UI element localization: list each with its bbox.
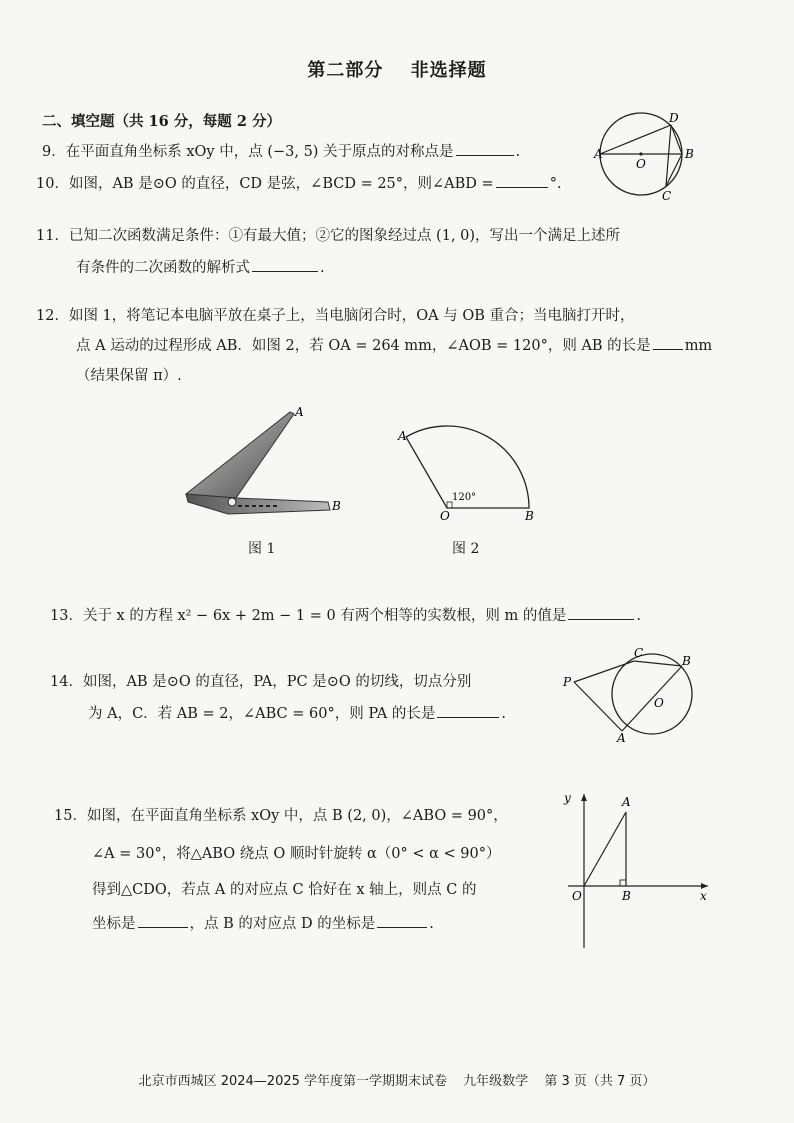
question-number: 10． [36, 176, 69, 192]
part-label: 第二部分 [307, 60, 384, 81]
label-o: O [636, 157, 646, 171]
angle-label: 120° [452, 492, 477, 503]
question-text: 坐标是 [92, 916, 136, 932]
question-text: （结果保留 π）. [76, 368, 182, 384]
part-name: 非选择题 [410, 60, 487, 81]
label-o: O [572, 889, 582, 903]
footer-exam-name: 北京市西城区 2024—2025 学年度第一学期期末试卷 [138, 1074, 448, 1089]
label-b: B [685, 147, 694, 161]
label-p: P [563, 675, 572, 689]
question-12-line3 [76, 360, 182, 392]
question-text: 点 A 运动的过程形成 AB．如图 2，若 OA = 264 mm，∠AOB = 120°，则 AB 的长是 [76, 338, 651, 354]
question-text: ∠A = 30°，将△ABO 绕点 O 顺时针旋转 α（0° < α < 90°） [92, 846, 501, 862]
question-number: 11． [36, 228, 69, 244]
label-b: B [682, 654, 691, 668]
answer-blank[interactable] [653, 333, 683, 350]
label-b: B [525, 509, 534, 523]
question-15-line4 [92, 908, 434, 940]
laptop-lid [186, 412, 294, 498]
diameter-ab [622, 666, 682, 731]
question-text: 为 A，C．若 AB = 2，∠ABC = 60°，则 PA 的长是 [88, 706, 436, 722]
question-text: 已知二次函数满足条件：①有最大值；②它的图象经过点 (1, 0)，写出一个满足上述所 [68, 228, 621, 244]
question-number: 14． [50, 674, 83, 690]
hinge-point-o [228, 498, 236, 506]
question-text: 如图，AB 是⊙O 的直径，CD 是弦，∠BCD = 25°，则∠ABD = [68, 176, 494, 192]
section-heading: 二、填空题（共 16 分，每题 2 分） [42, 113, 281, 130]
label-o: O [440, 509, 450, 523]
answer-blank-c[interactable] [138, 911, 188, 928]
right-angle-mark [620, 880, 626, 886]
question-15-line2 [92, 838, 500, 870]
figure-2-caption: 图 2 [452, 541, 480, 557]
unit-label: mm [684, 338, 713, 354]
label-a: A [622, 795, 631, 809]
question-text: 有条件的二次函数的解析式 [76, 260, 250, 276]
segment-bd [671, 125, 682, 154]
question-15-line3 [92, 874, 476, 906]
label-a: A [594, 147, 603, 161]
page-title [0, 56, 794, 82]
y-axis-arrow [581, 794, 587, 801]
answer-blank[interactable] [496, 171, 548, 188]
sector-figure [392, 414, 542, 526]
label-x: x [700, 889, 707, 903]
tangent-figure-q14 [560, 644, 700, 744]
label-c: C [634, 646, 644, 660]
laptop-figure [178, 402, 354, 522]
question-9 [42, 136, 520, 168]
answer-blank[interactable] [252, 255, 318, 272]
label-o: O [654, 696, 664, 710]
question-text: 如图，在平面直角坐标系 xOy 中，点 B (2, 0)，∠ABO = 90°， [86, 808, 508, 824]
segment-oa [584, 812, 626, 886]
question-text: 在平面直角坐标系 xOy 中，点 (−3, 5) 关于原点的对称点是 [65, 144, 454, 160]
segment-ad [600, 125, 671, 154]
label-c: C [662, 189, 672, 203]
answer-blank[interactable] [456, 139, 514, 156]
question-13 [50, 600, 641, 632]
circle-figure-q10 [596, 112, 702, 202]
question-text: 如图 1，将笔记本电脑平放在桌子上，当电脑闭合时，OA 与 OB 重合；当电脑打开时， [68, 308, 635, 324]
label-a: A [398, 429, 407, 443]
label-a: A [295, 405, 304, 419]
question-15 [54, 800, 508, 832]
punctuation: . [320, 260, 325, 276]
punctuation: . [636, 608, 641, 624]
punctuation: . [515, 144, 521, 160]
question-number: 15． [54, 808, 87, 824]
footer-page-number: 第 3 页（共 7 页） [544, 1074, 656, 1089]
question-11 [36, 220, 620, 252]
footer-subject: 九年级数学 [463, 1074, 529, 1089]
question-12-line2 [76, 330, 712, 362]
question-14-line2 [88, 698, 506, 730]
question-14 [50, 666, 471, 698]
punctuation: . [501, 706, 506, 722]
page-footer [0, 1070, 794, 1089]
question-12 [36, 300, 635, 332]
center-dot [639, 152, 642, 155]
label-b: B [622, 889, 631, 903]
question-10 [36, 168, 562, 200]
tangent-pc [574, 661, 634, 682]
tangent-pa [574, 682, 622, 731]
question-number: 9． [42, 144, 66, 160]
label-d: D [669, 111, 679, 125]
question-11-line2 [76, 252, 325, 284]
label-a: A [617, 731, 626, 745]
question-number: 13． [50, 608, 83, 624]
answer-blank-d[interactable] [377, 911, 427, 928]
question-number: 12． [36, 308, 69, 324]
question-text: 如图，AB 是⊙O 的直径，PA，PC 是⊙O 的切线，切点分别 [82, 674, 472, 690]
figure-1-caption: 图 1 [248, 541, 276, 557]
punctuation: . [429, 916, 434, 932]
question-text: 关于 x 的方程 x² − 6x + 2m − 1 = 0 有两个相等的实数根，则 m 的值是 [82, 608, 567, 624]
question-text: ，点 B 的对应点 D 的坐标是 [189, 916, 376, 932]
coordinate-figure-q15 [560, 786, 718, 956]
label-b: B [332, 499, 341, 513]
label-y: y [564, 791, 571, 805]
question-text: 得到△CDO，若点 A 的对应点 C 恰好在 x 轴上，则点 C 的 [92, 882, 477, 898]
answer-blank[interactable] [568, 603, 634, 620]
answer-blank[interactable] [437, 701, 499, 718]
punctuation: °. [549, 176, 562, 192]
laptop-base [186, 494, 330, 514]
